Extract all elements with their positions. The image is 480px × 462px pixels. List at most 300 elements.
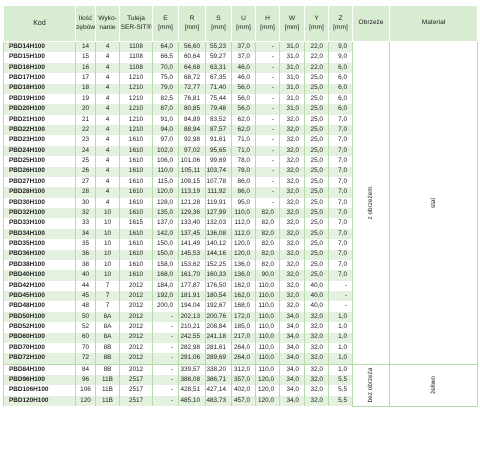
cell-ilosc-zebow: 106 [76, 385, 96, 395]
cell-e: 94,0 [153, 125, 179, 135]
cell-w: 32,0 [280, 115, 305, 125]
cell-wykonanie: 7 [96, 301, 120, 311]
cell-r: 72,77 [179, 84, 206, 94]
cell-kod: PBD50H100 [4, 312, 76, 322]
cell-wykonanie: 10 [96, 270, 120, 280]
cell-e: - [153, 343, 179, 353]
cell-r: 97,02 [179, 146, 206, 156]
cell-h: - [256, 42, 280, 53]
cell-wykonanie: 8A [96, 333, 120, 343]
cell-r: 181,91 [179, 291, 206, 301]
cell-ilosc-zebow: 48 [76, 301, 96, 311]
cell-wykonanie: 4 [96, 125, 120, 135]
cell-y: 40,0 [305, 301, 329, 311]
cell-tuleja: 2517 [120, 375, 153, 385]
table-body [4, 42, 478, 407]
cell-r: 202,13 [179, 312, 206, 322]
cell-tuleja: 2012 [120, 301, 153, 311]
cell-wykonanie: 4 [96, 177, 120, 187]
cell-s: 132,03 [206, 218, 232, 228]
cell-ilosc-zebow: 70 [76, 343, 96, 353]
cell-kod: PBD30H100 [4, 198, 76, 208]
cell-w: 34,0 [280, 312, 305, 322]
cell-wykonanie: 4 [96, 167, 120, 177]
cell-e: - [153, 353, 179, 364]
cell-z: 7,0 [329, 218, 353, 228]
cell-ilosc-zebow: 60 [76, 333, 96, 343]
cell-r: 428,51 [179, 385, 206, 395]
cell-r: 145,53 [179, 250, 206, 260]
cell-r: 388,08 [179, 375, 206, 385]
cell-z: 1,0 [329, 312, 353, 322]
cell-z: 5,5 [329, 375, 353, 385]
cell-r: 129,36 [179, 208, 206, 218]
cell-ilosc-zebow: 44 [76, 281, 96, 291]
cell-u: 136,0 [232, 270, 256, 280]
cell-u: 78,0 [232, 156, 256, 166]
cell-h: - [256, 146, 280, 156]
cell-wykonanie: 7 [96, 291, 120, 301]
header-w [280, 6, 305, 42]
cell-ilosc-zebow: 33 [76, 218, 96, 228]
cell-y: 25,0 [305, 135, 329, 145]
cell-tuleja: 2517 [120, 396, 153, 406]
cell-y: 25,0 [305, 104, 329, 114]
cell-z: 5,5 [329, 396, 353, 406]
cell-r: 485,10 [179, 396, 206, 406]
cell-kod: PBD38H100 [4, 260, 76, 270]
cell-s: 289,69 [206, 353, 232, 364]
group-obrzeze-cell [353, 42, 390, 365]
cell-y: 25,0 [305, 94, 329, 104]
cell-h: - [256, 167, 280, 177]
cell-kod: PBD35H100 [4, 239, 76, 249]
cell-w: 34,0 [280, 353, 305, 364]
cell-ilosc-zebow: 96 [76, 375, 96, 385]
cell-w: 31,0 [280, 42, 305, 53]
cell-wykonanie: 10 [96, 208, 120, 218]
cell-s: 67,35 [206, 73, 232, 83]
cell-y: 25,0 [305, 218, 329, 228]
cell-z: 9,0 [329, 52, 353, 62]
cell-u: 120,0 [232, 250, 256, 260]
cell-e: 137,0 [153, 218, 179, 228]
cell-w: 32,0 [280, 291, 305, 301]
cell-r: 60,64 [179, 52, 206, 62]
cell-e: 168,0 [153, 270, 179, 280]
cell-kod: PBD20H100 [4, 104, 76, 114]
cell-u: 112,0 [232, 229, 256, 239]
header-u-line2: [mm] [236, 23, 251, 31]
cell-tuleja: 2012 [120, 291, 153, 301]
cell-r: 339,57 [179, 364, 206, 375]
cell-ilosc-zebow: 30 [76, 198, 96, 208]
cell-w: 31,0 [280, 73, 305, 83]
group-material-label: stal [429, 197, 437, 208]
cell-w: 32,0 [280, 167, 305, 177]
cell-wykonanie: 4 [96, 156, 120, 166]
header-z-line1: Z [338, 14, 343, 22]
cell-tuleja: 1610 [120, 198, 153, 208]
cell-r: 242,55 [179, 333, 206, 343]
cell-h: 110,0 [256, 312, 280, 322]
cell-s: 200,76 [206, 312, 232, 322]
cell-s: 427,14 [206, 385, 232, 395]
cell-e: 150,0 [153, 250, 179, 260]
cell-s: 208,84 [206, 322, 232, 332]
group-material-label: żeliwo [429, 376, 437, 395]
cell-z: 7,0 [329, 177, 353, 187]
cell-y: 32,0 [305, 312, 329, 322]
cell-z: 7,0 [329, 115, 353, 125]
cell-e: 79,0 [153, 84, 179, 94]
cell-s: 91,61 [206, 135, 232, 145]
cell-w: 31,0 [280, 104, 305, 114]
cell-z: - [329, 301, 353, 311]
cell-z: 7,0 [329, 125, 353, 135]
cell-wykonanie: 4 [96, 84, 120, 94]
cell-ilosc-zebow: 16 [76, 63, 96, 73]
cell-u: 95,0 [232, 198, 256, 208]
cell-ilosc-zebow: 32 [76, 208, 96, 218]
cell-e: 142,0 [153, 229, 179, 239]
cell-e: 115,0 [153, 177, 179, 187]
cell-h: 110,0 [256, 281, 280, 291]
cell-h: 110,0 [256, 343, 280, 353]
cell-y: 25,0 [305, 115, 329, 125]
cell-s: 338,20 [206, 364, 232, 375]
cell-u: 86,0 [232, 177, 256, 187]
cell-r: 101,06 [179, 156, 206, 166]
cell-e: 135,0 [153, 208, 179, 218]
cell-e: - [153, 385, 179, 395]
cell-ilosc-zebow: 38 [76, 260, 96, 270]
cell-y: 25,0 [305, 167, 329, 177]
cell-w: 31,0 [280, 63, 305, 73]
cell-r: 282,98 [179, 343, 206, 353]
cell-y: 25,0 [305, 156, 329, 166]
cell-wykonanie: 8B [96, 353, 120, 364]
cell-z: 7,0 [329, 198, 353, 208]
cell-h: - [256, 104, 280, 114]
cell-y: 25,0 [305, 250, 329, 260]
cell-h: 82,0 [256, 250, 280, 260]
cell-h: 110,0 [256, 301, 280, 311]
cell-ilosc-zebow: 28 [76, 187, 96, 197]
cell-y: 25,0 [305, 187, 329, 197]
cell-h: 90,0 [256, 270, 280, 280]
cell-ilosc-zebow: 21 [76, 115, 96, 125]
cell-h: - [256, 177, 280, 187]
cell-wykonanie: 8B [96, 364, 120, 375]
cell-w: 32,0 [280, 239, 305, 249]
cell-kod: PBD14H100 [4, 42, 76, 53]
cell-e: - [153, 364, 179, 375]
cell-tuleja: 2012 [120, 364, 153, 375]
cell-wykonanie: 4 [96, 135, 120, 145]
cell-kod: PBD42H100 [4, 281, 76, 291]
cell-e: 150,0 [153, 239, 179, 249]
cell-tuleja: 2012 [120, 312, 153, 322]
cell-z: 1,0 [329, 343, 353, 353]
cell-h: - [256, 115, 280, 125]
cell-s: 119,91 [206, 198, 232, 208]
cell-ilosc-zebow: 50 [76, 312, 96, 322]
cell-r: 133,40 [179, 218, 206, 228]
cell-e: - [153, 375, 179, 385]
cell-ilosc-zebow: 19 [76, 94, 96, 104]
cell-e: 87,0 [153, 104, 179, 114]
cell-r: 92,98 [179, 135, 206, 145]
header-y-line2: [mm] [309, 23, 324, 31]
cell-y: 25,0 [305, 84, 329, 94]
header-e-line1: E [163, 14, 168, 22]
cell-u: 46,0 [232, 73, 256, 83]
cell-wykonanie: 10 [96, 260, 120, 270]
cell-z: 7,0 [329, 250, 353, 260]
cell-e: 97,0 [153, 135, 179, 145]
cell-ilosc-zebow: 40 [76, 270, 96, 280]
cell-s: 144,16 [206, 250, 232, 260]
cell-s: 483,73 [206, 396, 232, 406]
header-tuleja [120, 6, 153, 42]
cell-z: 7,0 [329, 260, 353, 270]
cell-tuleja: 1610 [120, 146, 153, 156]
cell-u: 457,0 [232, 396, 256, 406]
cell-u: 56,0 [232, 94, 256, 104]
cell-tuleja: 1615 [120, 218, 153, 228]
cell-z: 7,0 [329, 270, 353, 280]
cell-r: 109,15 [179, 177, 206, 187]
cell-u: 172,0 [232, 312, 256, 322]
cell-r: 177,87 [179, 281, 206, 291]
cell-w: 32,0 [280, 250, 305, 260]
cell-w: 32,0 [280, 301, 305, 311]
cell-r: 121,28 [179, 198, 206, 208]
cell-r: 291,06 [179, 353, 206, 364]
cell-tuleja: 2012 [120, 343, 153, 353]
cell-z: 6,0 [329, 104, 353, 114]
header-h [256, 6, 280, 42]
cell-r: 141,49 [179, 239, 206, 249]
cell-z: 6,0 [329, 84, 353, 94]
cell-kod: PBD36H100 [4, 250, 76, 260]
cell-u: 357,0 [232, 375, 256, 385]
cell-wykonanie: 4 [96, 42, 120, 53]
cell-e: 120,0 [153, 187, 179, 197]
cell-tuleja: 1108 [120, 52, 153, 62]
header-e [153, 6, 179, 42]
cell-wykonanie: 10 [96, 218, 120, 228]
cell-wykonanie: 10 [96, 250, 120, 260]
cell-u: 86,0 [232, 187, 256, 197]
cell-z: - [329, 281, 353, 291]
cell-u: 162,0 [232, 291, 256, 301]
cell-tuleja: 1610 [120, 177, 153, 187]
catalog-table-container [3, 5, 478, 407]
cell-z: 7,0 [329, 229, 353, 239]
cell-tuleja: 1610 [120, 260, 153, 270]
cell-y: 25,0 [305, 146, 329, 156]
cell-kod: PBD33H100 [4, 218, 76, 228]
cell-u: 136,0 [232, 260, 256, 270]
cell-h: - [256, 125, 280, 135]
cell-r: 161,70 [179, 270, 206, 280]
cell-ilosc-zebow: 34 [76, 229, 96, 239]
cell-ilosc-zebow: 72 [76, 353, 96, 364]
cell-kod: PBD70H100 [4, 343, 76, 353]
cell-u: 217,0 [232, 333, 256, 343]
cell-kod: PBD72H100 [4, 353, 76, 364]
cell-e: 70,0 [153, 63, 179, 73]
cell-tuleja: 2012 [120, 281, 153, 291]
cell-wykonanie: 8B [96, 343, 120, 353]
cell-ilosc-zebow: 35 [76, 239, 96, 249]
cell-s: 180,54 [206, 291, 232, 301]
cell-s: 192,67 [206, 301, 232, 311]
cell-u: 112,0 [232, 218, 256, 228]
cell-h: 110,0 [256, 322, 280, 332]
cell-r: 88,94 [179, 125, 206, 135]
cell-kod: PBD16H100 [4, 63, 76, 73]
cell-u: 312,0 [232, 364, 256, 375]
cell-r: 64,68 [179, 63, 206, 73]
header-s [206, 6, 232, 42]
cell-e: 158,0 [153, 260, 179, 270]
cell-z: 7,0 [329, 208, 353, 218]
cell-h: - [256, 187, 280, 197]
group-obrzeze-label: bez obrzeża [366, 367, 374, 403]
cell-w: 34,0 [280, 375, 305, 385]
cell-r: 76,81 [179, 94, 206, 104]
cell-ilosc-zebow: 20 [76, 104, 96, 114]
cell-h: 82,0 [256, 260, 280, 270]
cell-r: 80,85 [179, 104, 206, 114]
cell-h: - [256, 63, 280, 73]
cell-y: 25,0 [305, 239, 329, 249]
cell-u: 62,0 [232, 125, 256, 135]
cell-tuleja: 1610 [120, 187, 153, 197]
cell-s: 152,25 [206, 260, 232, 270]
cell-z: 7,0 [329, 156, 353, 166]
cell-h: 82,0 [256, 208, 280, 218]
cell-y: 22,0 [305, 42, 329, 53]
cell-w: 31,0 [280, 94, 305, 104]
cell-ilosc-zebow: 27 [76, 177, 96, 187]
table-header [4, 6, 478, 42]
cell-tuleja: 2012 [120, 333, 153, 343]
cell-u: 37,0 [232, 52, 256, 62]
cell-kod: PBD25H100 [4, 156, 76, 166]
cell-kod: PBD28H100 [4, 187, 76, 197]
cell-y: 32,0 [305, 396, 329, 406]
cell-r: 105,11 [179, 167, 206, 177]
cell-w: 32,0 [280, 198, 305, 208]
header-s-line2: [mm] [211, 23, 226, 31]
cell-kod: PBD21H100 [4, 115, 76, 125]
cell-kod: PBD19H100 [4, 94, 76, 104]
cell-z: 5,5 [329, 385, 353, 395]
cell-s: 103,74 [206, 167, 232, 177]
cell-w: 31,0 [280, 52, 305, 62]
cell-z: - [329, 291, 353, 301]
cell-wykonanie: 11B [96, 396, 120, 406]
cell-s: 107,78 [206, 177, 232, 187]
cell-y: 25,0 [305, 198, 329, 208]
cell-h: 120,0 [256, 375, 280, 385]
header-wykonanie-line1: Wyko- [98, 14, 117, 22]
cell-s: 95,65 [206, 146, 232, 156]
cell-s: 87,57 [206, 125, 232, 135]
cell-tuleja: 1108 [120, 63, 153, 73]
cell-w: 34,0 [280, 343, 305, 353]
cell-ilosc-zebow: 25 [76, 156, 96, 166]
cell-wykonanie: 4 [96, 146, 120, 156]
cell-z: 7,0 [329, 146, 353, 156]
cell-w: 32,0 [280, 125, 305, 135]
header-ilosc-line1: Ilość [78, 14, 93, 22]
header-w-line2: [mm] [284, 23, 300, 31]
cell-w: 34,0 [280, 396, 305, 406]
header-s-line1: S [216, 14, 221, 22]
cell-e: 82,5 [153, 94, 179, 104]
cell-kod: PBD48H100 [4, 301, 76, 311]
cell-u: 56,0 [232, 84, 256, 94]
cell-s: 127,99 [206, 208, 232, 218]
cell-y: 32,0 [305, 353, 329, 364]
cell-y: 25,0 [305, 125, 329, 135]
cell-y: 32,0 [305, 385, 329, 395]
cell-u: 56,0 [232, 104, 256, 114]
cell-y: 32,0 [305, 333, 329, 343]
cell-kod: PBD40H100 [4, 270, 76, 280]
cell-s: 71,40 [206, 84, 232, 94]
cell-z: 1,0 [329, 322, 353, 332]
cell-wykonanie: 4 [96, 94, 120, 104]
cell-tuleja: 1610 [120, 208, 153, 218]
cell-ilosc-zebow: 14 [76, 42, 96, 53]
cell-z: 6,0 [329, 63, 353, 73]
header-row [4, 6, 478, 42]
cell-ilosc-zebow: 120 [76, 396, 96, 406]
cell-tuleja: 1108 [120, 42, 153, 53]
cell-kod: PBD22H100 [4, 125, 76, 135]
cell-tuleja: 2517 [120, 385, 153, 395]
cell-tuleja: 1210 [120, 104, 153, 114]
cell-y: 32,0 [305, 322, 329, 332]
cell-s: 75,44 [206, 94, 232, 104]
cell-wykonanie: 4 [96, 104, 120, 114]
cell-tuleja: 2012 [120, 322, 153, 332]
cell-w: 32,0 [280, 177, 305, 187]
cell-e: - [153, 312, 179, 322]
cell-wykonanie: 4 [96, 63, 120, 73]
cell-wykonanie: 4 [96, 73, 120, 83]
cell-kod: PBD24H100 [4, 146, 76, 156]
cell-kod: PBD96H100 [4, 375, 76, 385]
cell-y: 22,0 [305, 52, 329, 62]
cell-u: 264,0 [232, 343, 256, 353]
cell-kod: PBD120H100 [4, 396, 76, 406]
cell-kod: PBD106H100 [4, 385, 76, 395]
header-z-line2: [mm] [333, 23, 348, 31]
table-row [4, 42, 478, 53]
cell-s: 55,23 [206, 42, 232, 53]
cell-h: - [256, 73, 280, 83]
cell-wykonanie: 8A [96, 322, 120, 332]
group-material-cell [390, 42, 478, 365]
cell-kod: PBD17H100 [4, 73, 76, 83]
